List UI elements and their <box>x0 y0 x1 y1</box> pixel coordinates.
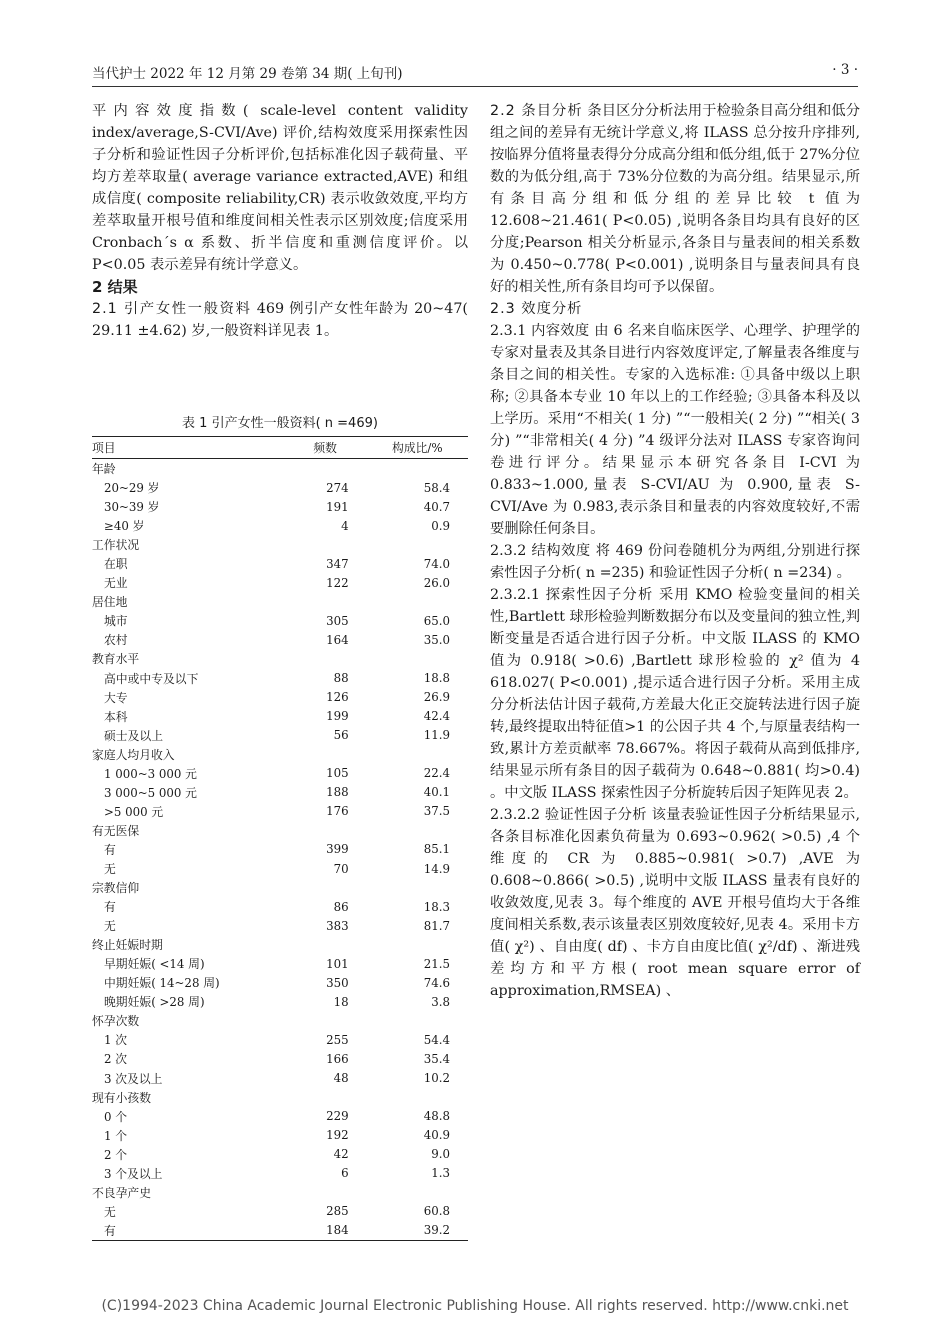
cell-frequency <box>284 745 367 764</box>
cell-item: ≥40 岁 <box>104 519 145 534</box>
cell-frequency: 305 <box>326 613 349 628</box>
table-row <box>92 611 468 630</box>
cell-item: 中期妊娠( 14~28 周) <box>104 976 220 991</box>
cell-percent <box>367 1088 468 1107</box>
cell-percent: 85.1 <box>423 842 450 857</box>
cell-frequency: 86 <box>333 899 349 914</box>
cell-percent: 81.7 <box>423 918 450 933</box>
cell-item: 无 <box>104 919 116 934</box>
section-2-2-title: 2.2 条目分析 <box>490 103 583 119</box>
table-row <box>92 973 468 992</box>
cell-item: 教育水平 <box>92 652 140 667</box>
table-row <box>92 669 468 688</box>
section-2-3-1 <box>490 320 860 540</box>
table-row <box>92 630 468 649</box>
cell-percent <box>367 1011 468 1030</box>
table-row <box>92 1126 468 1145</box>
cell-frequency: 192 <box>326 1128 349 1143</box>
cell-percent: 48.8 <box>423 1109 450 1124</box>
cell-item: 农村 <box>104 633 128 648</box>
cell-item: 30~39 岁 <box>104 500 160 515</box>
cell-item: 有无医保 <box>92 823 140 838</box>
cell-frequency: 255 <box>326 1032 349 1047</box>
cell-item: 宗教信仰 <box>92 881 140 896</box>
cell-item: 2 次 <box>104 1052 128 1067</box>
cell-percent: 18.3 <box>423 899 450 914</box>
cell-item: 晚期妊娠( >28 周) <box>104 995 205 1010</box>
cell-frequency <box>284 592 367 611</box>
cell-frequency: 18 <box>333 994 349 1009</box>
table-row <box>92 1030 468 1049</box>
cell-item: 3 个及以上 <box>104 1166 163 1181</box>
general-data-table <box>92 436 468 1241</box>
cell-frequency <box>284 1088 367 1107</box>
cell-percent: 10.2 <box>423 1071 450 1086</box>
cell-percent: 40.1 <box>423 785 450 800</box>
cell-percent: 35.4 <box>423 1051 450 1066</box>
table-row <box>92 707 468 726</box>
cell-percent: 60.8 <box>423 1204 450 1219</box>
section-2-2 <box>490 100 860 298</box>
table-row <box>92 1221 468 1241</box>
cell-item: 3 次及以上 <box>104 1071 163 1086</box>
table-row <box>92 1107 468 1126</box>
cell-frequency: 176 <box>326 804 349 819</box>
cell-frequency <box>284 1011 367 1030</box>
cell-item: 2 个 <box>104 1147 128 1162</box>
cell-percent: 26.0 <box>423 575 450 590</box>
cell-item: 硕士及以上 <box>104 728 163 743</box>
table-row <box>92 1049 468 1068</box>
table-group-row <box>92 1011 468 1030</box>
cell-frequency: 105 <box>326 766 349 781</box>
cell-percent <box>367 1183 468 1202</box>
cell-item: 早期妊娠( <14 周) <box>104 957 205 972</box>
table-header-row <box>92 437 468 459</box>
cell-percent: 0.9 <box>431 518 450 533</box>
cell-frequency: 42 <box>333 1147 349 1162</box>
table-row <box>92 1164 468 1183</box>
section-2-3-2-1 <box>490 584 860 804</box>
table-row <box>92 688 468 707</box>
cell-frequency <box>284 535 367 554</box>
cell-percent: 42.4 <box>423 709 450 724</box>
cell-frequency <box>284 935 367 954</box>
table-group-row <box>92 878 468 897</box>
cell-percent: 40.7 <box>423 499 450 514</box>
table-row <box>92 497 468 516</box>
cell-percent <box>367 649 468 668</box>
cell-item: 有 <box>92 1221 284 1241</box>
table-group-row <box>92 821 468 840</box>
cell-item: 怀孕次数 <box>92 1014 140 1029</box>
cell-item: 20~29 岁 <box>104 481 160 496</box>
table-group-row <box>92 745 468 764</box>
methods-paragraph: 平内容效度指数( scale-level content validity index/average,S-CVI/Ave) 评价,结构效度采用探索性因子分析和验证性因子分析评价,包括标准化因子载荷量、平均方差萃取量( average variance extracted,AVE) 和组成信度( composite reliability,CR) 表示收敛效度,平均方差萃取量开根号值和维度间相关性表示区别效度;信度采用 Cronbach´s α 系数、折半信度和重测信度评价。以 P<0.05 表示差异有统计学意义。 <box>92 103 468 273</box>
cell-frequency <box>284 821 367 840</box>
table-row <box>92 840 468 859</box>
cell-percent <box>367 459 468 479</box>
table-row <box>92 1069 468 1088</box>
cell-item: 居住地 <box>92 595 128 610</box>
cell-percent: 11.9 <box>423 728 450 743</box>
cell-percent <box>367 878 468 897</box>
table-group-row <box>92 1088 468 1107</box>
table-row <box>92 1145 468 1164</box>
section-2-3-2-2-text: 该量表验证性因子分析结果显示,各条目标准化因素负荷量为 0.693~0.962( >0.5) ,4 个维度的 CR 为 0.885~0.981( >0.7) ,AVE 为 0.608~0.866( >0.5) ,说明中文版 ILASS 量表有良好的收敛效度,见表 3。每个维度的 AVE 开根号值均大于各维度间相关系数,表示该量表区别效度较好,见表 4。采用卡方值( χ²) 、自由度( df) 、卡方自由度比值( χ²/df) 、渐进残差均方和平方根( root mean square error of approximation,RMSEA) 、 <box>490 807 860 999</box>
table-row <box>92 916 468 935</box>
cell-frequency: 199 <box>326 709 349 724</box>
cell-frequency: 122 <box>326 575 349 590</box>
table-1 <box>92 436 468 1241</box>
cell-percent <box>367 745 468 764</box>
cell-frequency: 383 <box>326 918 349 933</box>
section-2-3-2-1-text: 采用 KMO 检验变量间的相关性,Bartlett 球形检验判断数据分布以及变量间的独立性,判断变量是否适合进行因子分析。中文版 ILASS 的 KMO 值为 0.918( >0.6) ,Bartlett 球形检验的 χ² 值为 4 618.027( P<0.001) ,提示适合进行因子分析。采用主成分分析法估计因子载荷,方差最大化正交旋转法进行因子旋转,最终提取出特征值>1 的公因子共 4 个,与原量表结构一致,累计方差贡献率 78.667%。将因子载荷从高到低排序,结果显示所有条目的因子载荷为 0.648~0.881( 均>0.4) 。中文版 ILASS 探索性因子分析旋转后因子矩阵见表 2。 <box>490 587 861 801</box>
table-row <box>92 516 468 535</box>
table-group-row <box>92 649 468 668</box>
section-2-3-2 <box>490 540 860 584</box>
cell-frequency: 347 <box>326 556 349 571</box>
cell-percent: 22.4 <box>423 766 450 781</box>
cell-frequency: 70 <box>333 861 349 876</box>
cell-percent: 26.9 <box>423 690 450 705</box>
table-row <box>92 478 468 497</box>
cell-frequency: 56 <box>333 728 349 743</box>
cell-percent: 37.5 <box>423 804 450 819</box>
cell-frequency: 274 <box>326 480 349 495</box>
cell-percent: 18.8 <box>423 671 450 686</box>
cell-frequency: 6 <box>341 1166 349 1181</box>
cell-frequency: 350 <box>326 975 349 990</box>
cell-item: 1 个 <box>104 1128 128 1143</box>
table-group-row <box>92 1183 468 1202</box>
table-row <box>92 859 468 878</box>
cell-frequency: 101 <box>326 956 349 971</box>
cell-frequency: 188 <box>326 785 349 800</box>
right-column <box>490 100 860 1002</box>
cell-frequency: 88 <box>333 671 349 686</box>
cell-percent: 1.3 <box>431 1166 450 1181</box>
section-2-3-2-title: 2.3.2 结构效度 <box>490 543 591 559</box>
header-item: 项目 <box>92 437 284 459</box>
cell-item: 大专 <box>104 690 128 705</box>
cell-frequency: 229 <box>326 1109 349 1124</box>
section-2-2-text: 条目区分分析法用于检验条目高分组和低分组之间的差异有无统计学意义,将 ILASS 总分按升序排列,按临界分值将量表得分分成高分组和低分组,低于 27%分位数的为低分组,高于 73%分位数的为高分组。结果显示,所有条目高分组和低分组的差异比较 t 值为 12.608~21.461( P<0.05) ,说明各条目均具有良好的区分度;Pearson 相关分析显示,各条目与量表间的相关系数为 0.450~0.778( P<0.001) ,说明条目与量表间具有良好的相关性,所有条目均可予以保留。 <box>490 103 861 295</box>
cell-percent: 39.2 <box>367 1221 468 1241</box>
cell-percent: 35.0 <box>423 632 450 647</box>
cell-frequency: 4 <box>341 518 349 533</box>
section-2-3-1-text: 由 6 名来自临床医学、心理学、护理学的专家对量表及其条目进行内容效度评定,了解量表各维度与条目之间的相关性。专家的入选标准: ①具备中级以上职称; ②具备本专业 10 年以上的工作经验; ③具备本科及以上学历。采用“不相关( 1 分) ”“一般相关( 2 分) ”“相关( 3 分) ”“非常相关( 4 分) ”4 级评分法对 ILASS 专家咨询问卷进行评分。结果显示本研究各条目 I-CVI 为 0.833~1.000,量表 S-CVI/AU 为 0.900,量表 S-CVI/Ave 为 0.983,表示条目和量表的内容效度较好,不需要删除任何条目。 <box>490 323 861 537</box>
table-row <box>92 802 468 821</box>
table-group-row <box>92 935 468 954</box>
cell-item: 在职 <box>104 557 128 572</box>
cell-frequency: 285 <box>326 1204 349 1219</box>
table-row <box>92 1202 468 1221</box>
cell-item: 无 <box>104 862 116 876</box>
table-row <box>92 573 468 592</box>
cell-frequency: 184 <box>284 1221 367 1241</box>
cell-percent <box>367 535 468 554</box>
cell-percent: 58.4 <box>423 480 450 495</box>
cell-item: 城市 <box>104 614 128 629</box>
cell-frequency: 399 <box>326 842 349 857</box>
cell-frequency <box>284 459 367 479</box>
cell-item: 本科 <box>104 709 128 724</box>
cell-frequency <box>284 1183 367 1202</box>
copyright-footer: (C)1994-2023 China Academic Journal Electronic Publishing House. All rights reserved. http://www.cnki.net <box>101 1298 849 1314</box>
cell-item: 无 <box>104 1204 116 1219</box>
journal-issue: 当代护士 2022 年 12 月第 29 卷第 34 期( 上旬刊) <box>92 66 403 82</box>
cell-percent <box>367 935 468 954</box>
section-2-3-title: 2.3 效度分析 <box>490 301 583 317</box>
cell-item: 有 <box>104 900 116 915</box>
table-row <box>92 992 468 1011</box>
cell-item: 不良孕产史 <box>92 1185 151 1200</box>
cell-item: 工作状况 <box>92 538 140 553</box>
table-group-row <box>92 592 468 611</box>
cell-item: 有 <box>104 842 116 857</box>
page-number: · 3 · <box>832 62 858 78</box>
cell-percent <box>367 821 468 840</box>
cell-frequency <box>284 649 367 668</box>
section-2-1-text: 469 例引产女性年龄为 20~47( 29.11 ±4.62) 岁,一般资料详见表 1。 <box>92 301 469 339</box>
cell-frequency: 48 <box>333 1071 349 1086</box>
table-row <box>92 783 468 802</box>
cell-frequency <box>284 878 367 897</box>
left-column <box>92 100 468 342</box>
cell-percent: 65.0 <box>423 613 450 628</box>
table-1-title: 表 1 引产女性一般资料( n =469) <box>182 416 378 431</box>
cell-percent: 14.9 <box>423 861 450 876</box>
section-2-3-2-2-title: 2.3.2.2 验证性因子分析 <box>490 807 647 823</box>
section-2-3-2-text: 将 469 份问卷随机分为两组,分别进行探索性因子分析( n =235) 和验证性因子分析( n =234) 。 <box>490 543 861 581</box>
cell-percent: 74.0 <box>423 556 450 571</box>
cell-frequency: 191 <box>326 499 349 514</box>
cell-frequency: 164 <box>326 632 349 647</box>
table-row <box>92 764 468 783</box>
cell-item: >5 000 元 <box>104 804 164 819</box>
cell-item: 高中或中专及以下 <box>104 671 199 686</box>
header-frequency: 频数 <box>284 437 367 459</box>
cell-percent: 54.4 <box>423 1032 450 1047</box>
cell-percent: 74.6 <box>423 975 450 990</box>
cell-frequency: 166 <box>326 1051 349 1066</box>
cell-item: 终止妊娠时期 <box>92 938 163 953</box>
cell-item: 3 000~5 000 元 <box>104 785 197 800</box>
running-header <box>92 62 858 84</box>
cell-percent <box>367 592 468 611</box>
cell-percent: 3.8 <box>431 994 450 1009</box>
cell-item: 年龄 <box>92 462 116 477</box>
table-group-row <box>92 535 468 554</box>
cell-item: 无业 <box>104 576 128 591</box>
table-group-row <box>92 459 468 479</box>
cell-item: 家庭人均月收入 <box>92 747 175 762</box>
section-2-1 <box>92 298 468 342</box>
cell-percent: 9.0 <box>431 1147 450 1162</box>
cell-percent: 21.5 <box>423 956 450 971</box>
header-rule <box>92 86 858 87</box>
section-2-3-2-2 <box>490 804 860 1002</box>
cell-item: 0 个 <box>104 1109 128 1124</box>
table-row <box>92 554 468 573</box>
section-2-3-1-title: 2.3.1 内容效度 <box>490 323 590 339</box>
cell-frequency: 126 <box>326 690 349 705</box>
section-heading-results: 2 结果 <box>92 278 138 296</box>
section-2-1-title: 2.1 引产女性一般资料 <box>92 301 252 317</box>
table-row <box>92 897 468 916</box>
table-row <box>92 726 468 745</box>
cell-item: 1 000~3 000 元 <box>104 766 197 781</box>
header-percent: 构成比/% <box>367 437 468 459</box>
table-row <box>92 954 468 973</box>
section-2-3-2-1-title: 2.3.2.1 探索性因子分析 <box>490 587 654 603</box>
cell-item: 1 次 <box>104 1033 128 1048</box>
cell-percent: 40.9 <box>423 1128 450 1143</box>
cell-item: 现有小孩数 <box>92 1090 151 1105</box>
